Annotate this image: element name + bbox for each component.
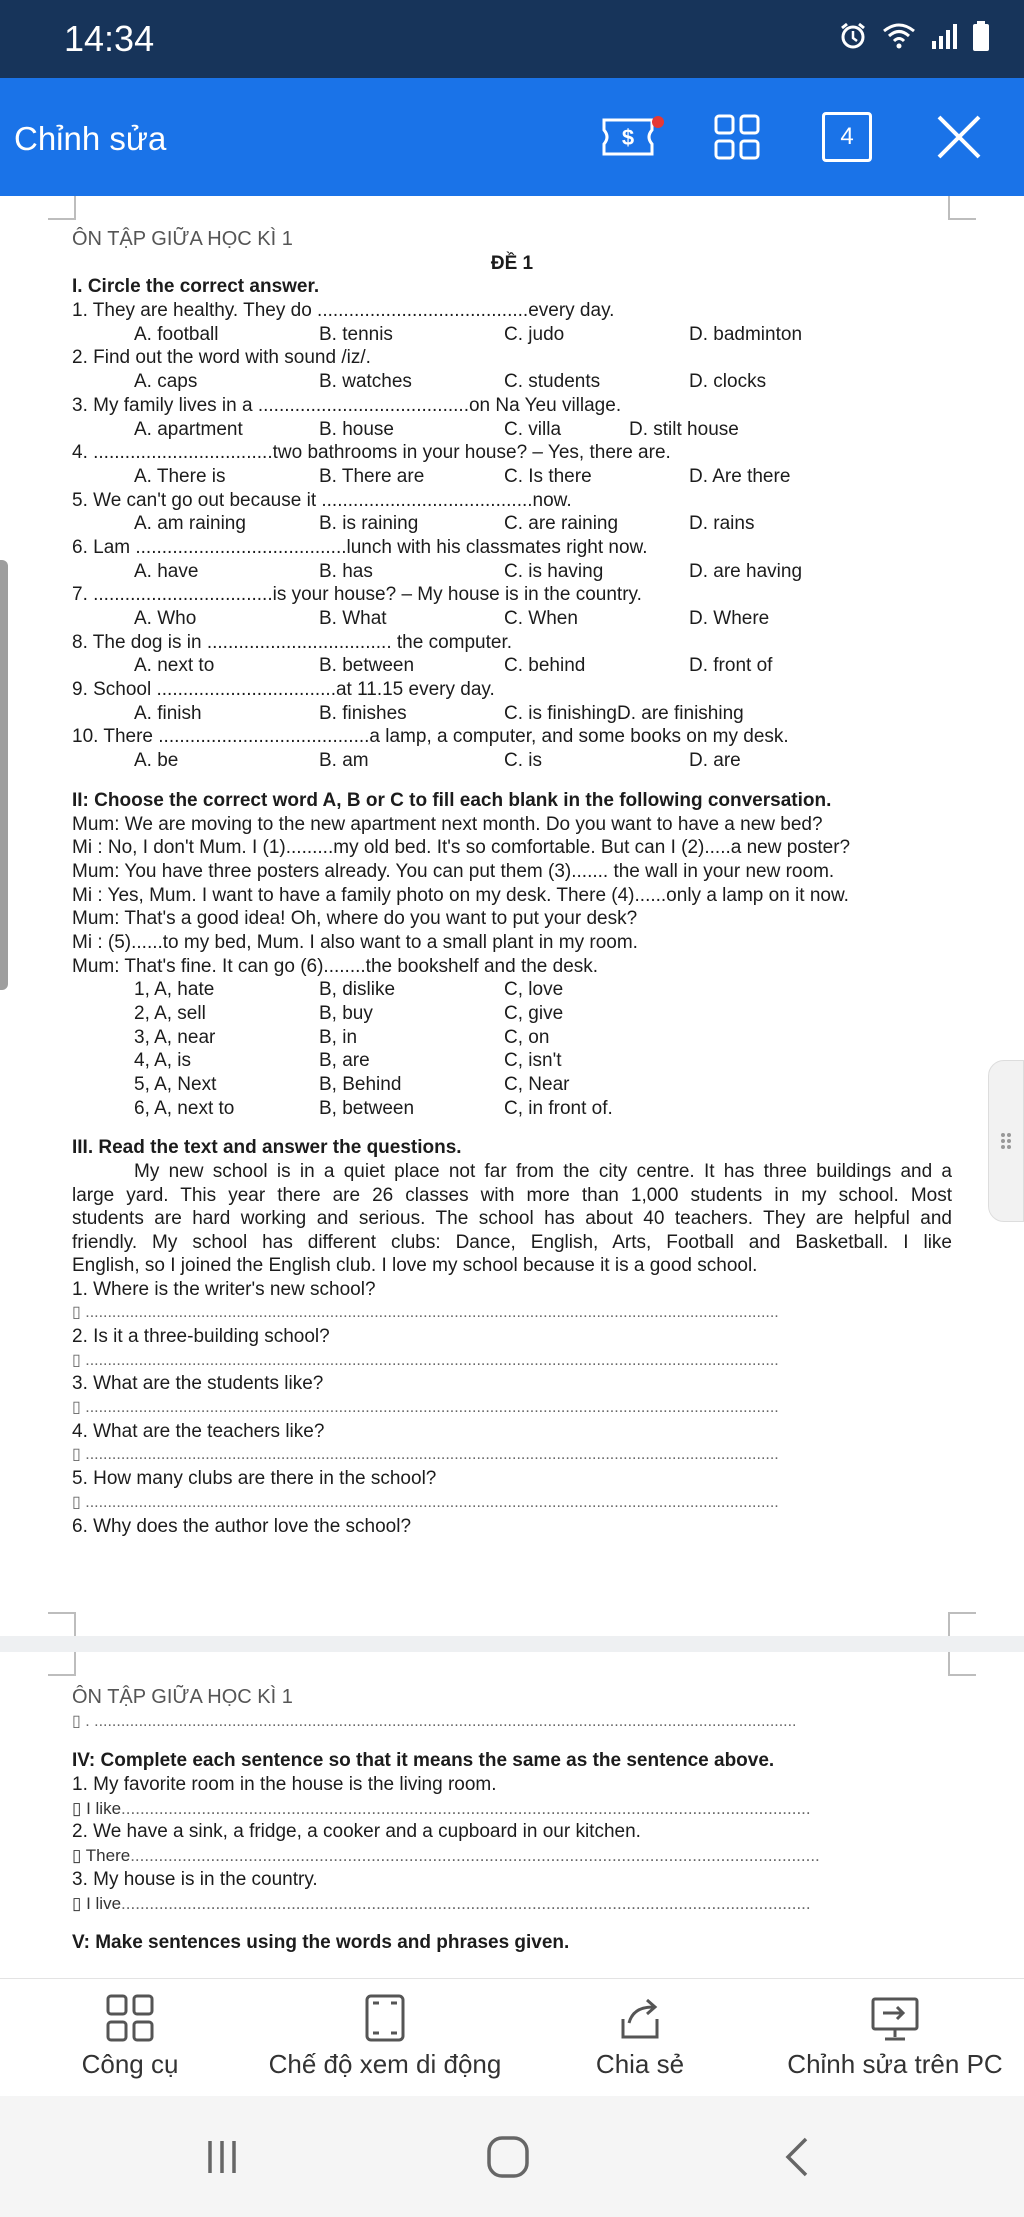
question: 7. ..................................is your house? – My house is in the country. — [72, 584, 642, 606]
mobile-view-icon — [363, 1993, 407, 2043]
answer-option: C. Is there — [504, 465, 592, 487]
answer-option: A. next to — [134, 655, 215, 677]
answer-option: C. behind — [504, 655, 586, 677]
answer-options — [72, 654, 952, 678]
answer-option: D. Are there — [689, 465, 791, 487]
answer-option: B. finishes — [319, 702, 407, 724]
reading-passage: My new school is in a quiet place not far from the city centre. It has three buildings and a large yard. This year there are 26 classes with more than 1,000 students in my school. Most students are hard working and serious. The school has about 40 teachers. They are helpful and friendly. My school has different clubs: Dance, English, Arts, Football and Basketball. I like English, so I joined the English club. I love my school because it is a good school. — [72, 1161, 952, 1277]
rewrite-prompt: There — [85, 1846, 131, 1866]
recent-apps-button[interactable] — [192, 2132, 252, 2182]
mobile-view-label: Chế độ xem di động — [268, 2049, 502, 2079]
answer-option: B. between — [319, 655, 415, 677]
answer-option: A. am raining — [134, 513, 246, 535]
page-2-header: ÔN TẬP GIỮA HỌC KÌ 1 — [72, 1686, 293, 1708]
close-icon — [935, 113, 983, 161]
tools-label: Công cụ — [81, 2049, 179, 2079]
page-header: ÔN TẬP GIỮA HỌC KÌ 1 — [72, 228, 293, 250]
drag-handle-icon — [989, 1061, 1023, 1221]
battery-icon — [972, 20, 990, 52]
dialogue-line: Mum: We are moving to the new apartment next month. Do you want to have a new bed? — [72, 813, 823, 835]
page-2-content — [72, 1686, 952, 1955]
section-3-questions — [72, 1278, 952, 1539]
choice-option: 2, A, sell — [134, 1003, 206, 1024]
side-panel-handle[interactable] — [988, 1060, 1024, 1222]
choice-option: 1, A, hate — [134, 979, 215, 1001]
choice-option: B, between — [319, 1097, 415, 1119]
choice-option: C, in front of. — [504, 1097, 613, 1119]
choice-option: B, buy — [319, 1003, 373, 1024]
bottom-toolbar — [0, 1978, 1024, 2097]
dialogue-line: Mi : No, I don't Mum. I (1).........my old bed. It's so comfortable. But can I (2).....a new poster? — [72, 837, 851, 859]
choice-option: 4, A, is — [134, 1050, 192, 1072]
question: 5. We can't go out because it ........................................now. — [72, 489, 572, 511]
dialogue-line: Mum: You have three posters already. You can put them (3)....... the wall in your new room. — [72, 860, 835, 882]
answer-option: A. have — [134, 560, 199, 582]
dialogue-line: Mi : Yes, Mum. I want to have a family photo on my desk. There (4)......only a lamp on it now. — [72, 884, 849, 906]
answer-option: A. Who — [134, 608, 197, 629]
answer-option: D. stilt house — [629, 418, 739, 440]
answer-option: C. students — [504, 371, 601, 393]
section-2-title: II: Choose the correct word A, B or C to fill each blank in the following conversation. — [72, 789, 832, 811]
answer-options — [72, 607, 952, 631]
section-2-choices — [72, 978, 952, 1120]
choice-option: B, Behind — [319, 1074, 402, 1096]
document-viewer[interactable] — [0, 196, 1024, 1978]
answer-option: B. house — [319, 418, 394, 440]
question: 10. There ........................................a lamp, a computer, and some books on my desk. — [72, 726, 789, 748]
answer-option: D. are — [689, 750, 741, 772]
choice-option: B, dislike — [319, 979, 396, 1001]
section-5-title: V: Make sentences using the words and phrases given. — [72, 1932, 570, 1954]
choice-option: C, Near — [504, 1074, 570, 1096]
page-1-content — [72, 228, 952, 1538]
answer-option: B. am — [319, 750, 369, 772]
dialogue-line: Mum: That's fine. It can go (6)........the bookshelf and the desk. — [72, 955, 599, 977]
answer-option: D. are having — [689, 560, 803, 582]
answer-options — [72, 512, 952, 536]
mobile-view-button[interactable] — [250, 1993, 520, 2080]
choice-option: C, love — [504, 979, 564, 1001]
wifi-icon — [882, 21, 916, 51]
question: 4. ..................................two bathrooms in your house? – Yes, there are. — [72, 442, 671, 464]
answer-option: B. watches — [319, 371, 412, 393]
choice-option: 6, A, next to — [134, 1097, 235, 1119]
rewrite-answer-line: ▯ I like.................................................................................................................................................. — [72, 1798, 811, 1818]
question: 9. School ..................................at 11.15 every day. — [72, 679, 495, 701]
status-time: 14:34 — [64, 18, 155, 59]
back-button[interactable] — [768, 2132, 828, 2182]
dialogue-line: Mum: That's a good idea! Oh, where do you want to put your desk? — [72, 908, 638, 930]
app-bar — [0, 78, 1024, 196]
close-button[interactable] — [930, 108, 988, 166]
reading-question: 4. What are the teachers like? — [72, 1420, 325, 1442]
share-button[interactable] — [580, 1993, 700, 2080]
question: 1. They are healthy. They do ........................................every day. — [72, 300, 615, 322]
answer-option: A. be — [134, 750, 179, 772]
answer-option: D. badminton — [689, 323, 803, 345]
left-scroll-edge[interactable] — [0, 560, 8, 990]
question: 6. Lam ........................................lunch with his classmates right now. — [72, 536, 648, 558]
choice-option: C, isn't — [504, 1050, 562, 1072]
rewrite-prompt: I like — [86, 1798, 122, 1818]
choice-option: 3, A, near — [134, 1026, 216, 1048]
system-nav-bar — [0, 2096, 1024, 2217]
answer-option: C. are raining — [504, 513, 619, 535]
exam-title: ĐỀ 1 — [490, 252, 534, 274]
answer-option: C. is — [504, 750, 542, 772]
status-icons — [838, 20, 990, 52]
answer-options — [72, 370, 952, 394]
choice-option: C, on — [504, 1026, 550, 1048]
recent-apps-icon — [202, 2137, 242, 2177]
answer-line: ▯ ............................................................................................................................................................ — [72, 1493, 779, 1511]
reading-question: 5. How many clubs are there in the school? — [72, 1468, 437, 1490]
choice-option: 5, A, Next — [134, 1074, 217, 1096]
desktop-edit-icon — [869, 1993, 921, 2043]
answer-line: ▯ ............................................................................................................................................................ — [72, 1399, 779, 1417]
svg-text:$: $ — [621, 125, 635, 150]
section-1-title: I. Circle the correct answer. — [72, 276, 320, 298]
back-icon — [778, 2135, 818, 2179]
signal-icon — [930, 21, 958, 51]
page-count-button[interactable] — [818, 108, 876, 166]
rewrite-sentence: 3. My house is in the country. — [72, 1868, 318, 1890]
answer-option: D. clocks — [689, 371, 767, 393]
ticket-button[interactable] — [598, 108, 664, 166]
answer-option: C. When — [504, 608, 578, 629]
rewrite-answer-line: ▯ There.................................................................................................................................................. — [72, 1846, 820, 1866]
choice-row — [72, 978, 952, 1002]
share-label: Chia sẻ — [595, 2049, 685, 2079]
answer-options — [72, 323, 952, 347]
answer-option: A. football — [134, 323, 219, 345]
document-page-1 — [0, 196, 1024, 1636]
home-icon — [485, 2134, 531, 2180]
answer-options — [72, 702, 952, 726]
answer-option: C. is having — [504, 560, 604, 582]
section-3-title: III. Read the text and answer the questions. — [72, 1137, 462, 1159]
answer-options — [72, 418, 952, 442]
question: 2. Find out the word with sound /iz/. — [72, 347, 371, 369]
choice-row — [72, 1097, 952, 1121]
choice-row — [72, 1002, 952, 1026]
answer-option: C. is finishingD. are finishing — [504, 702, 744, 724]
answer-option: D. rains — [689, 513, 755, 535]
reading-question: 6. Why does the author love the school? — [72, 1515, 412, 1537]
section-4-items — [72, 1773, 952, 1915]
rewrite-prompt: I live — [86, 1893, 122, 1913]
rewrite-answer-line: ▯ I live.................................................................................................................................................. — [72, 1893, 811, 1913]
answer-option: B. is raining — [319, 513, 419, 535]
answer-option: C. villa — [504, 418, 562, 440]
answer-option: A. apartment — [134, 418, 243, 440]
home-button[interactable] — [478, 2132, 538, 2182]
edit-on-pc-label: Chỉnh sửa trên PC — [787, 2049, 1003, 2079]
edit-on-pc-button[interactable] — [780, 1993, 1010, 2080]
reading-question: 2. Is it a three-building school? — [72, 1326, 330, 1347]
answer-option: B. tennis — [319, 323, 393, 345]
choice-row — [72, 1073, 952, 1097]
answer-line: ▯ ............................................................................................................................................................ — [72, 1446, 779, 1464]
answer-options — [72, 560, 952, 584]
answer-options — [72, 749, 952, 773]
section-1-questions — [72, 299, 952, 773]
reading-question: 3. What are the students like? — [72, 1373, 324, 1395]
answer-option: D. Where — [689, 608, 770, 629]
answer-options — [72, 465, 952, 489]
page-count-badge: 4 — [822, 112, 872, 162]
document-page-2 — [0, 1652, 1024, 1978]
answer-option: B. There are — [319, 465, 425, 487]
answer-line: ▯ ............................................................................................................................................................ — [72, 1351, 779, 1369]
answer-option: A. caps — [134, 371, 198, 393]
answer-option: B. What — [319, 608, 387, 629]
grid-icon — [713, 113, 761, 161]
rewrite-sentence: 1. My favorite room in the house is the living room. — [72, 1774, 497, 1796]
answer-line: ▯ . .............................................................................................................................................................. — [72, 1712, 797, 1730]
answer-option: B. has — [319, 560, 373, 582]
rewrite-sentence: 2. We have a sink, a fridge, a cooker and a cupboard in our kitchen. — [72, 1821, 641, 1843]
choice-row — [72, 1049, 952, 1073]
alarm-icon — [838, 21, 868, 51]
grid-view-button[interactable] — [708, 108, 766, 166]
tools-button[interactable] — [70, 1993, 190, 2080]
tools-icon — [105, 1993, 155, 2043]
section-2-dialogue — [72, 813, 952, 979]
choice-row — [72, 1026, 952, 1050]
answer-option: C. judo — [504, 323, 565, 345]
answer-option: A. finish — [134, 702, 202, 724]
answer-option: D. front of — [689, 655, 773, 677]
share-icon — [615, 1993, 665, 2043]
answer-line: ▯ ............................................................................................................................................................ — [72, 1304, 779, 1322]
dialogue-line: Mi : (5)......to my bed, Mum. I also want to a small plant in my room. — [72, 931, 638, 953]
question: 3. My family lives in a ........................................on Na Yeu village. — [72, 394, 622, 416]
question: 8. The dog is in ................................... the computer. — [72, 631, 513, 653]
choice-option: C, give — [504, 1003, 564, 1024]
section-4-title: IV: Complete each sentence so that it means the same as the sentence above. — [72, 1750, 775, 1772]
app-title: Chỉnh sửa — [14, 120, 167, 157]
reading-question: 1. Where is the writer's new school? — [72, 1278, 376, 1300]
ticket-icon — [598, 112, 664, 162]
choice-option: B, are — [319, 1050, 370, 1072]
status-bar — [0, 0, 1024, 78]
choice-option: B, in — [319, 1026, 358, 1048]
answer-option: A. There is — [134, 465, 226, 487]
